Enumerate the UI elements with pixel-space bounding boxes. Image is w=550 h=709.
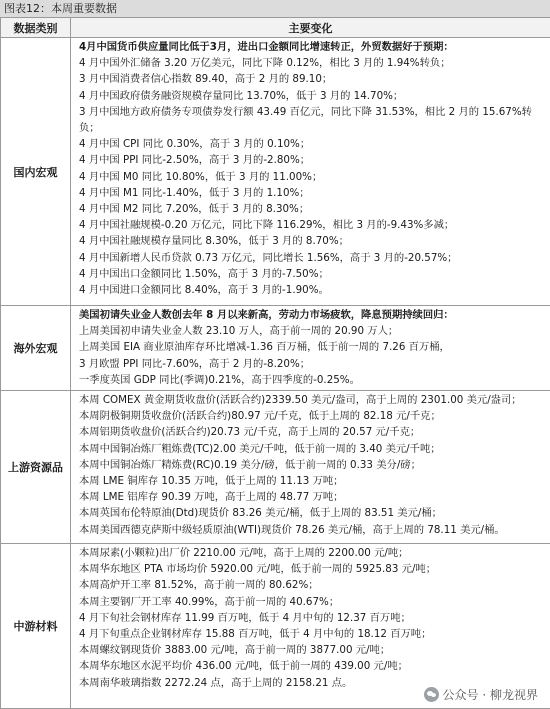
data-line: 3 月欧盟 PPI 同比-7.60%，高于 2 月的-8.20%； — [79, 357, 311, 370]
content-cell — [71, 306, 550, 391]
data-line: 本周高炉开工率 81.52%，高于前一周的 80.62%； — [79, 579, 319, 592]
data-line: 3 月中国地方政府债务专项债券发行额 43.49 百亿元，同比下降 31.53%，相比 2 月的 15.67%转负； — [79, 105, 532, 135]
data-line: 4 月下旬社会钢材库存 11.99 百万吨，低于 4 月中旬的 12.37 百万吨； — [79, 611, 411, 624]
data-line: 本周 LME 铜库存 10.35 万吨，低于上周的 11.13 万吨； — [79, 475, 344, 488]
content-cell — [71, 544, 550, 709]
data-line: 4 月中国外汇储备 3.20 万亿美元，同比下降 0.12%，相比 3 月的 1.94%转负； — [79, 57, 451, 70]
data-line: 3 月中国消费者信心指数 89.40，高于 2 月的 89.10； — [79, 73, 333, 86]
data-line: 4 月中国 M0 同比 10.80%，低于 3 月的 11.00%； — [79, 170, 323, 183]
data-line: 本周铝期货收盘价(活跃合约)20.73 元/千克，高于上周的 20.57 元/千克； — [79, 426, 421, 439]
figure-title: 图表12：本周重要数据 — [0, 0, 550, 17]
data-line: 本周阴极铜期货收盘价(活跃合约)80.97 元/千克，低于上周的 82.18 元/千克； — [79, 410, 441, 423]
data-line: 上周美国初申请失业金人数 23.10 万人，高于前一周的 20.90 万人； — [79, 325, 399, 338]
data-line: 4 月中国政府债务融资规模存量同比 13.70%，低于 3 月的 14.70%； — [79, 89, 404, 102]
header-category: 数据类别 — [1, 18, 71, 38]
section-summary: 美国初请失业金人数创去年 8 月以来新高，劳动力市场疲软，降息预期持续回归： — [79, 309, 454, 321]
watermark-text: 公众号 · 柳龙视界 — [442, 687, 538, 702]
section-row-midstream — [1, 544, 550, 709]
data-line: 4 月中国进口金额同比 8.40%，高于 3 月的-1.90%。 — [79, 284, 329, 297]
watermark — [420, 685, 542, 703]
data-line: 本周主要钢厂开工率 40.99%，高于前一周的 40.67%； — [79, 595, 340, 608]
category-cell: 上游资源品 — [1, 391, 71, 544]
data-line: 本周 LME 铝库存 90.39 万吨，高于上周的 48.77 万吨； — [79, 491, 344, 504]
data-line: 本周螺纹钢现货价 3883.00 元/吨，高于前一周的 3877.00 元/吨； — [79, 644, 391, 657]
section-row-upstream — [1, 391, 550, 544]
data-line: 4 月中国出口金额同比 1.50%，高于 3 月的-7.50%； — [79, 267, 329, 280]
data-line: 本周尿素(小颗粒)出厂价 2210.00 元/吨，高于上周的 2200.00 元/吨； — [79, 547, 409, 559]
data-line: 本周中国铜冶炼厂精炼费(RC)0.19 美分/磅，低于前一周的 0.33 美分/磅； — [79, 458, 421, 471]
data-line: 本周南华玻璃指数 2272.24 点，高于上周的 2158.21 点。 — [79, 676, 353, 689]
data-line: 本周美国西德克萨斯中级轻质原油(WTI)现货价 78.26 美元/桶，高于上周的 78.11 美元/桶。 — [79, 523, 505, 536]
section-summary: 4月中国货币供应量同比低于3月，进出口金额同比增速转正，外贸数据好于预期： — [79, 41, 454, 53]
category-cell: 海外宏观 — [1, 306, 71, 391]
data-line: 本周华东地区水泥平均价 436.00 元/吨，低于前一周的 439.00 元/吨； — [79, 660, 408, 673]
data-line: 本周华东地区 PTA 市场均价 5920.00 元/吨，低于前一周的 5925.83 元/吨； — [79, 563, 437, 576]
data-line: 本周 COMEX 黄金期货收盘价(活跃合约)2339.50 美元/盎司，高于上周的 2301.00 美元/盎司； — [79, 394, 522, 406]
content-cell — [71, 38, 550, 306]
data-line: 一季度英国 GDP 同比(季调)0.21%，高于四季度的-0.25%。 — [79, 373, 360, 386]
section-row-overseas — [1, 306, 550, 391]
data-line: 4 月中国社融规模-0.20 万亿元，同比下降 116.29%，相比 3 月的-9.43%多减； — [79, 219, 455, 232]
content-cell — [71, 391, 550, 544]
data-table — [0, 17, 550, 709]
data-line: 4 月中国社融规模存量同比 8.30%，低于 3 月的 8.70%； — [79, 235, 349, 248]
data-line: 4 月中国 CPI 同比 0.30%，高于 3 月的 0.10%； — [79, 138, 311, 151]
data-line: 4 月下旬重点企业钢材库存 15.88 百万吨，低于 4 月中旬的 18.12 百万吨； — [79, 628, 432, 641]
table-header-row — [1, 18, 550, 38]
data-line: 本周中国铜冶炼厂粗炼费(TC)2.00 美元/千吨，低于前一周的 3.40 美元/千吨； — [79, 442, 441, 455]
data-line: 4 月中国 PPI 同比-2.50%，高于 3 月的-2.80%； — [79, 154, 311, 167]
header-changes: 主要变化 — [71, 18, 550, 38]
data-line: 4 月中国 M1 同比-1.40%，低于 3 月的 1.10%； — [79, 186, 310, 199]
data-line: 上周美国 EIA 商业原油库存环比增减-1.36 百万桶，低于前一周的 7.26 百万桶， — [79, 341, 450, 354]
wechat-icon — [424, 687, 439, 702]
data-line: 本周英国布伦特原油(Dtd)现货价 83.26 美元/桶，低于上周的 83.51 美元/桶； — [79, 507, 442, 520]
data-line: 4 月中国新增人民币贷款 0.73 万亿元，同比增长 1.56%，高于 3 月的-20.57%； — [79, 251, 458, 264]
category-cell: 中游材料 — [1, 544, 71, 709]
category-cell: 国内宏观 — [1, 38, 71, 306]
section-row-domestic — [1, 38, 550, 306]
data-line: 4 月中国 M2 同比 7.20%，低于 3 月的 8.30%； — [79, 203, 310, 216]
